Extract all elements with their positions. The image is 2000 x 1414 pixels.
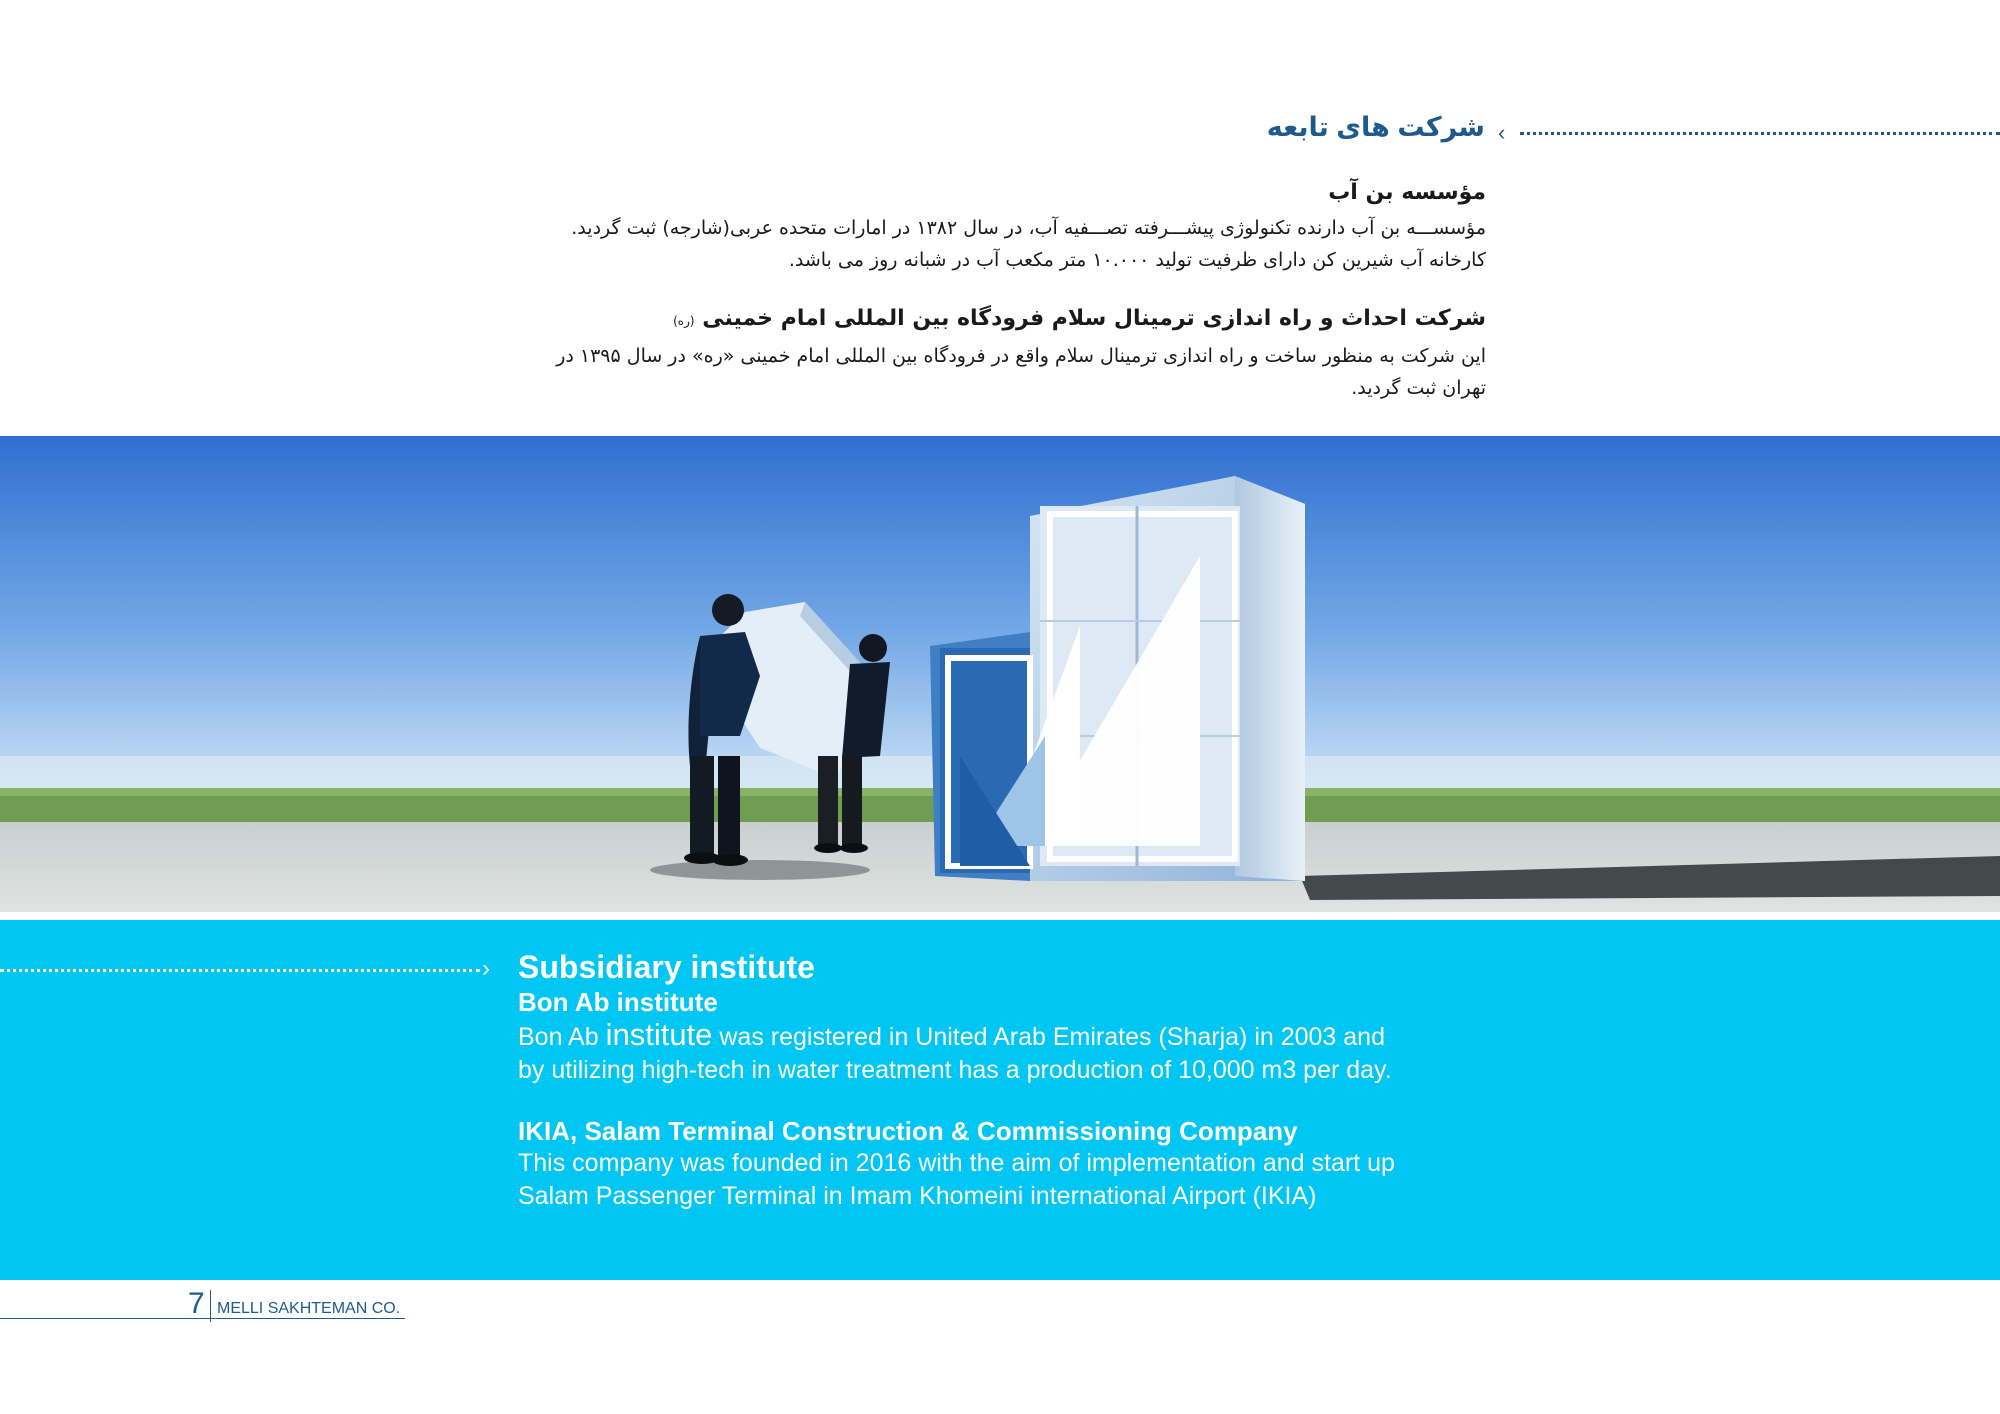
en-section-heading: Subsidiary institute bbox=[518, 949, 815, 985]
arrow-right-icon: › bbox=[482, 955, 490, 982]
fa-heading-row bbox=[1000, 108, 2000, 148]
en-ikia-line-2: Salam Passenger Terminal in Imam Khomeini international Airport (IKIA) bbox=[518, 1182, 1317, 1210]
page-footer bbox=[0, 1288, 420, 1328]
en-bon-ab-line-1 bbox=[518, 1018, 1498, 1054]
fa-salam-line-2: تهران ثبت گردید. bbox=[1351, 377, 1486, 399]
fa-salam-title bbox=[516, 304, 1486, 336]
fa-section-heading: شرکت های تابعه bbox=[1266, 112, 1485, 142]
company-name: MELLI SAKHTEMAN CO. bbox=[217, 1300, 401, 1317]
dotted-leader-line bbox=[1520, 132, 2000, 135]
en-bon-ab-line-1-b: institute bbox=[605, 1017, 713, 1052]
page-number: 7 bbox=[188, 1287, 205, 1320]
footer-rule bbox=[0, 1318, 405, 1319]
en-bon-ab-line-1-c: was registered in United Arab Emirates (Sharja) in 2003 and bbox=[712, 1023, 1385, 1051]
en-ikia-line-1: This company was founded in 2016 with the aim of implementation and start up bbox=[518, 1149, 1395, 1177]
en-bon-ab-title: Bon Ab institute bbox=[518, 987, 718, 1017]
hero-illustration bbox=[0, 436, 2000, 912]
en-content-panel bbox=[0, 920, 2000, 1280]
en-content-block bbox=[518, 948, 1498, 1213]
en-bon-ab-line-2: by utilizing high-tech in water treatment has a production of 10,000 m3 per day. bbox=[518, 1056, 1392, 1084]
fa-salam-title-text: شرکت احداث و راه اندازی ترمینال سلام فرودگاه بین المللی امام خمینی bbox=[702, 306, 1486, 331]
fa-bon-ab-line-2: کارخانه آب شیرین کن دارای ظرفیت تولید ۱۰.۰۰۰ متر مکعب آب در شبانه روز می باشد. bbox=[788, 249, 1486, 271]
fa-salam-title-ref: (ره) bbox=[673, 314, 695, 328]
en-bon-ab-line-1-a: Bon Ab bbox=[518, 1023, 606, 1051]
fa-salam-line-1: این شرکت به منظور ساخت و راه اندازی ترمینال سلام واقع در فرودگاه بین المللی امام خمینی «ره» در سال ۱۳۹۵ در bbox=[556, 345, 1486, 367]
fa-bon-ab-line-1: مؤسســـه بن آب دارنده تکنولوژی پیشـــرفته تصـــفیه آب، در سال ۱۳۸۲ در امارات متحده عربی(شارجه) ثبت گردید. bbox=[571, 217, 1486, 239]
dotted-leader-line bbox=[0, 969, 480, 972]
en-ikia-title: IKIA, Salam Terminal Construction & Commissioning Company bbox=[518, 1116, 1298, 1146]
fa-content-block bbox=[516, 178, 1486, 404]
arrow-left-icon: ‹ bbox=[1498, 120, 1506, 145]
fa-bon-ab-title: مؤسسه بن آب bbox=[1328, 180, 1486, 205]
